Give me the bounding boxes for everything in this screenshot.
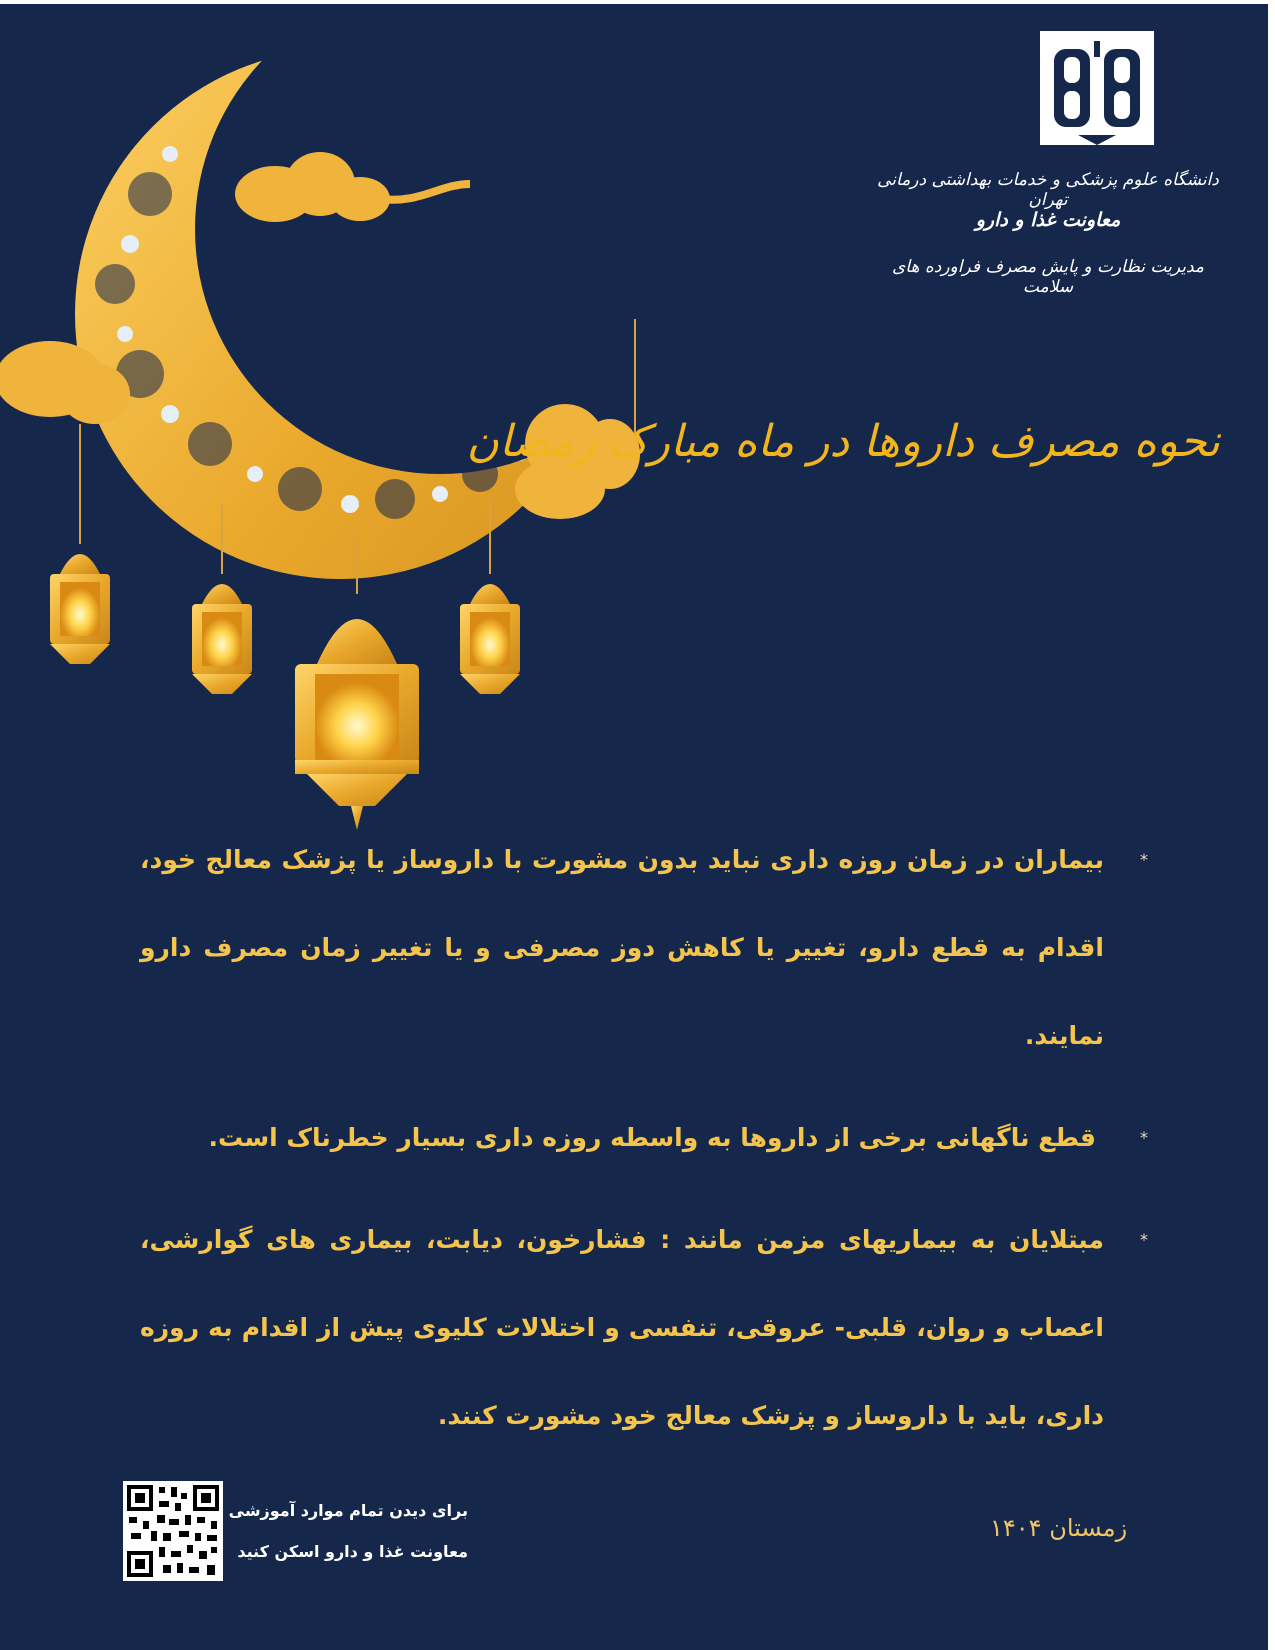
university-logo <box>1040 31 1154 145</box>
scan-instruction-line2: معاونت غذا و دارو اسکن کنید <box>237 1542 468 1561</box>
bullet-marker: * <box>1140 1230 1148 1249</box>
list-item <box>140 1094 1148 1182</box>
season-label: زمستان ۱۴۰۴ <box>990 1514 1128 1542</box>
bullet-text: مبتلایان به بیماریهای مزمن مانند : فشارخون، دیابت، بیماری های گوارشی، اعصاب و روان، قلبی- عروقی، تنفسی و اختلالات کلیوی پیش از اقدام به روزه داری، باید با داروساز و پزشک معالج خود مشورت کنند. <box>140 1225 1104 1430</box>
bullet-text: بیماران در زمان روزه داری نباید بدون مشورت با داروساز یا پزشک معالج خود، اقدام به قطع دارو، تغییر یا کاهش دوز مصرفی و یا تغییر زمان مصرف دارو نمایند. <box>140 845 1104 1050</box>
poster-title: نحوه مصرف داروها در ماه مبارک رمضان <box>466 416 1220 467</box>
bullet-marker: * <box>1140 1128 1148 1147</box>
bullet-text: قطع ناگهانی برخی از داروها به واسطه روزه داری بسیار خطرناک است. <box>208 1123 1096 1152</box>
bullet-marker: * <box>1140 850 1148 869</box>
list-item <box>140 816 1148 1080</box>
university-name: دانشگاه علوم پزشکی و خدمات بهداشتی درمانی تهران <box>877 170 1219 210</box>
poster-background <box>0 4 1268 1650</box>
qr-code[interactable] <box>123 1481 223 1581</box>
department-name: مدیریت نظارت و پایش مصرف فراورده های سلامت <box>891 257 1204 297</box>
scan-instruction-line1: برای دیدن تمام موارد آموزشی <box>228 1501 468 1520</box>
list-item <box>140 1196 1148 1460</box>
deputy-name: معاونت غذا و دارو <box>975 209 1121 231</box>
